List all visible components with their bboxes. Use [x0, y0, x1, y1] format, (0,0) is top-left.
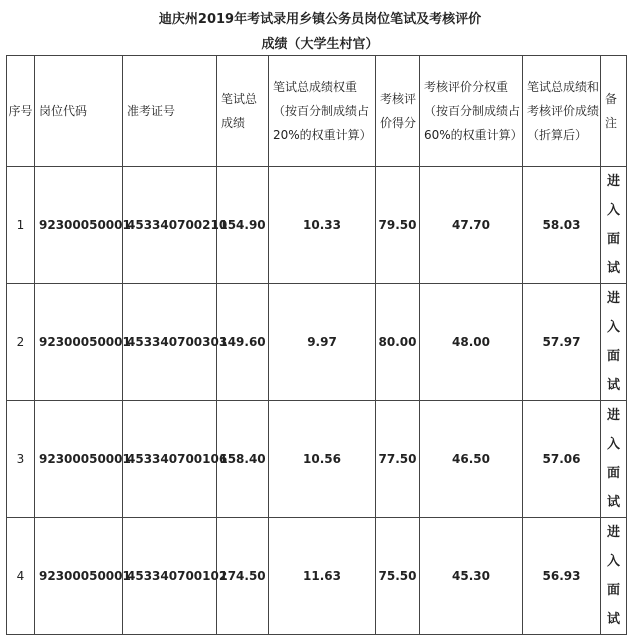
cell-assess-weight: 48.00 — [420, 284, 523, 401]
cell-exam-no: 453340700102 — [123, 518, 217, 635]
cell-assess-score: 75.50 — [376, 518, 420, 635]
page-title: 迪庆州2019年考试录用乡镇公务员岗位笔试及考核评价 — [158, 12, 482, 27]
cell-seq: 2 — [7, 284, 35, 401]
header-exam-no: 准考证号 — [123, 56, 217, 167]
scores-table — [6, 55, 627, 635]
cell-written-weight: 10.56 — [269, 401, 376, 518]
cell-combined: 57.97 — [523, 284, 601, 401]
table-row — [7, 401, 627, 518]
cell-combined: 57.06 — [523, 401, 601, 518]
cell-written-total: 154.90 — [217, 167, 269, 284]
cell-note: 进入面试 — [601, 518, 627, 635]
cell-assess-score: 79.50 — [376, 167, 420, 284]
header-assess-score: 考核评价得分 — [376, 56, 420, 167]
cell-assess-weight: 47.70 — [420, 167, 523, 284]
cell-assess-weight: 46.50 — [420, 401, 523, 518]
cell-seq: 1 — [7, 167, 35, 284]
cell-assess-score: 77.50 — [376, 401, 420, 518]
cell-seq: 3 — [7, 401, 35, 518]
header-written-total: 笔试总成绩 — [217, 56, 269, 167]
cell-post-code: 92300050001 — [35, 401, 123, 518]
cell-seq: 4 — [7, 518, 35, 635]
cell-written-total: 174.50 — [217, 518, 269, 635]
cell-note: 进入面试 — [601, 167, 627, 284]
cell-written-weight: 9.97 — [269, 284, 376, 401]
cell-note: 进入面试 — [601, 284, 627, 401]
header-post-code: 岗位代码 — [35, 56, 123, 167]
cell-assess-score: 80.00 — [376, 284, 420, 401]
table-row — [7, 167, 627, 284]
cell-written-weight: 10.33 — [269, 167, 376, 284]
cell-exam-no: 453340700303 — [123, 284, 217, 401]
table-row — [7, 518, 627, 635]
cell-post-code: 92300050001 — [35, 284, 123, 401]
cell-exam-no: 453340700106 — [123, 401, 217, 518]
cell-combined: 56.93 — [523, 518, 601, 635]
header-note: 备注 — [601, 56, 627, 167]
cell-written-total: 149.60 — [217, 284, 269, 401]
page-subtitle: 成绩（大学生村官） — [261, 37, 379, 52]
header-written-weight: 笔试总成绩权重（按百分制成绩占20%的权重计算） — [269, 56, 376, 167]
header-combined: 笔试总成绩和考核评价成绩（折算后） — [523, 56, 601, 167]
cell-post-code: 92300050001 — [35, 167, 123, 284]
header-assess-weight: 考核评价分权重（按百分制成绩占60%的权重计算） — [420, 56, 523, 167]
cell-post-code: 92300050001 — [35, 518, 123, 635]
header-seq: 序号 — [7, 56, 35, 167]
cell-written-total: 158.40 — [217, 401, 269, 518]
cell-written-weight: 11.63 — [269, 518, 376, 635]
cell-combined: 58.03 — [523, 167, 601, 284]
cell-exam-no: 453340700210 — [123, 167, 217, 284]
cell-note: 进入面试 — [601, 401, 627, 518]
table-row — [7, 284, 627, 401]
cell-assess-weight: 45.30 — [420, 518, 523, 635]
table-header-row — [7, 56, 627, 167]
